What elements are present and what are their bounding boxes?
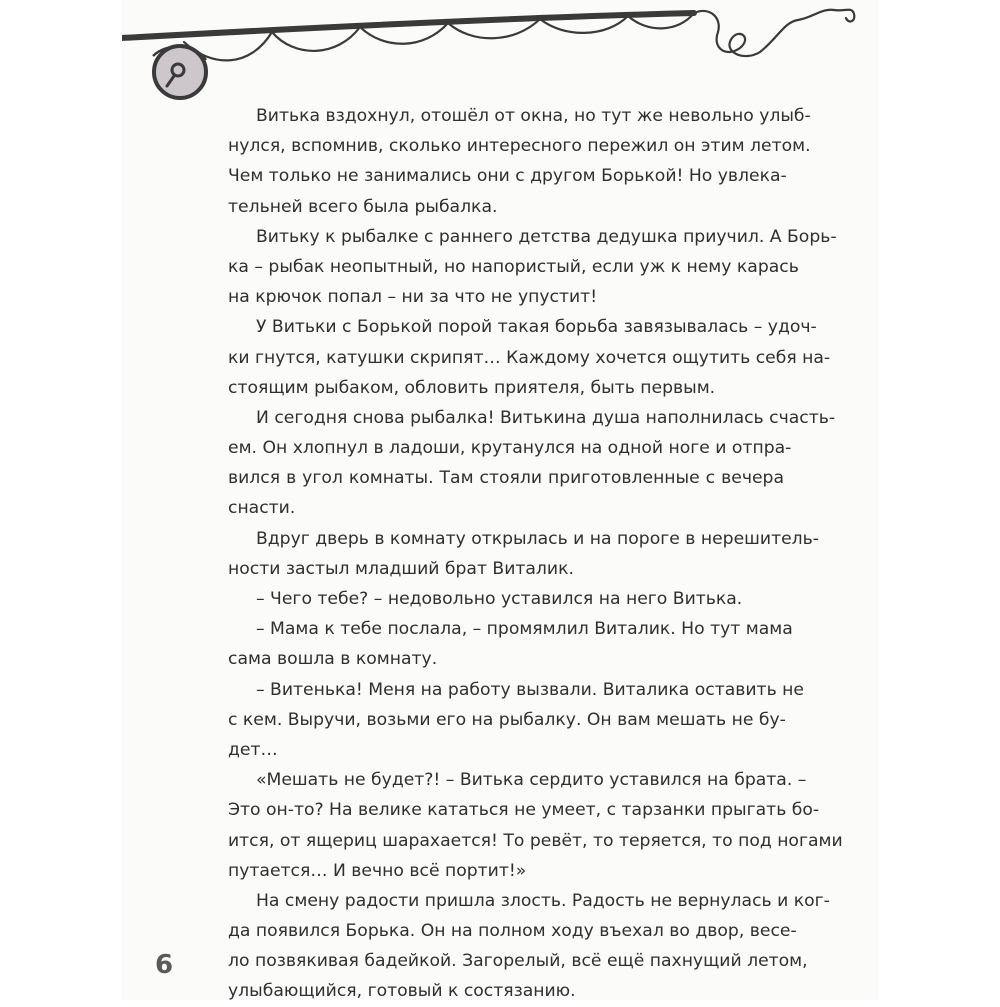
text-line: Витька вздохнул, отошёл от окна, но тут же невольно улыб-: [256, 106, 811, 126]
body-text: [228, 101, 843, 1007]
text-line: У Витьки с Борькой порой такая борьба завязывалась – удоч-: [256, 317, 817, 338]
text-line: ности застыл младший брат Виталик.: [228, 558, 574, 579]
paragraph: [228, 101, 811, 222]
paragraph: [228, 614, 793, 674]
text-line: Это он-то? На велике кататься не умеет, с тарзанки прыгать бо-: [228, 800, 820, 821]
text-line: ится, от ящериц шарахается! То ревёт, то теряется, то под ногами: [228, 830, 843, 851]
text-line: ло позвякивая бадейкой. Загорелый, всё ещё пахнущий летом,: [228, 951, 808, 972]
paragraph: [228, 524, 819, 584]
text-line: Чем только не занимались они с другом Борькой! Но увлека-: [228, 166, 787, 187]
text-line: сама вошла в комнату.: [228, 649, 438, 670]
page-number: 6: [155, 950, 174, 980]
text-line: вился в угол комнаты. Там стояли приготовленные с вечера: [228, 468, 784, 489]
paragraph: [228, 403, 836, 524]
text-line: путается… И вечно всё портит!»: [228, 860, 527, 881]
text-line: тельней всего была рыбалка.: [228, 196, 498, 217]
text-line: с кем. Выручи, возьми его на рыбалку. Он вам мешать не бу-: [228, 709, 786, 730]
text-line: На смену радости пришла злость. Радость не вернулась и ког-: [256, 890, 830, 911]
text-line: ка – рыбак неопытный, но напористый, если уж к нему карась: [228, 256, 799, 277]
paragraph: [228, 765, 843, 886]
text-line: И сегодня снова рыбалка! Витькина душа наполнилась счасть-: [256, 407, 836, 428]
text-line: улыбающийся, готовый к состязанию.: [228, 981, 576, 1002]
text-line: снасти.: [228, 498, 296, 519]
text-line: ки гнутся, катушки скрипят… Каждому хочется ощутить себя на-: [228, 347, 831, 368]
text-line: на крючок попал – ни за что не упустит!: [228, 287, 598, 308]
paragraph: [228, 222, 837, 313]
paragraph: [228, 886, 830, 1007]
text-line: стоящим рыбаком, обловить приятеля, быть первым.: [228, 377, 716, 398]
text-line: – Мама к тебе послала, – промямлил Виталик. Но тут мама: [256, 619, 793, 640]
paragraph: [228, 584, 784, 614]
text-line: нулся, вспомнив, сколько интересного пережил он этим летом.: [228, 136, 811, 157]
text-line: дет…: [228, 739, 278, 760]
text-line: – Чего тебе? – недовольно уставился на него Витька.: [256, 589, 743, 609]
fishing-rod-icon: [122, 0, 878, 110]
paragraph: [228, 312, 831, 403]
text-line: – Витенька! Меня на работу вызвали. Виталика оставить не: [256, 679, 804, 700]
text-line: да появился Борька. Он на полном ходу въехал во двор, весе-: [228, 921, 797, 942]
text-line: «Мешать не будет?! – Витька сердито уставился на брата. –: [256, 770, 807, 791]
paragraph: [228, 675, 804, 766]
text-line: Вдруг дверь в комнату открылась и на пороге в нерешитель-: [256, 528, 819, 549]
fishing-reel-icon: [153, 46, 206, 98]
text-line: ем. Он хлопнул в ладоши, крутанулся на одной ноге и отпра-: [228, 438, 792, 459]
text-line: Витьку к рыбалке с раннего детства дедушка приучил. А Борь-: [256, 226, 837, 247]
